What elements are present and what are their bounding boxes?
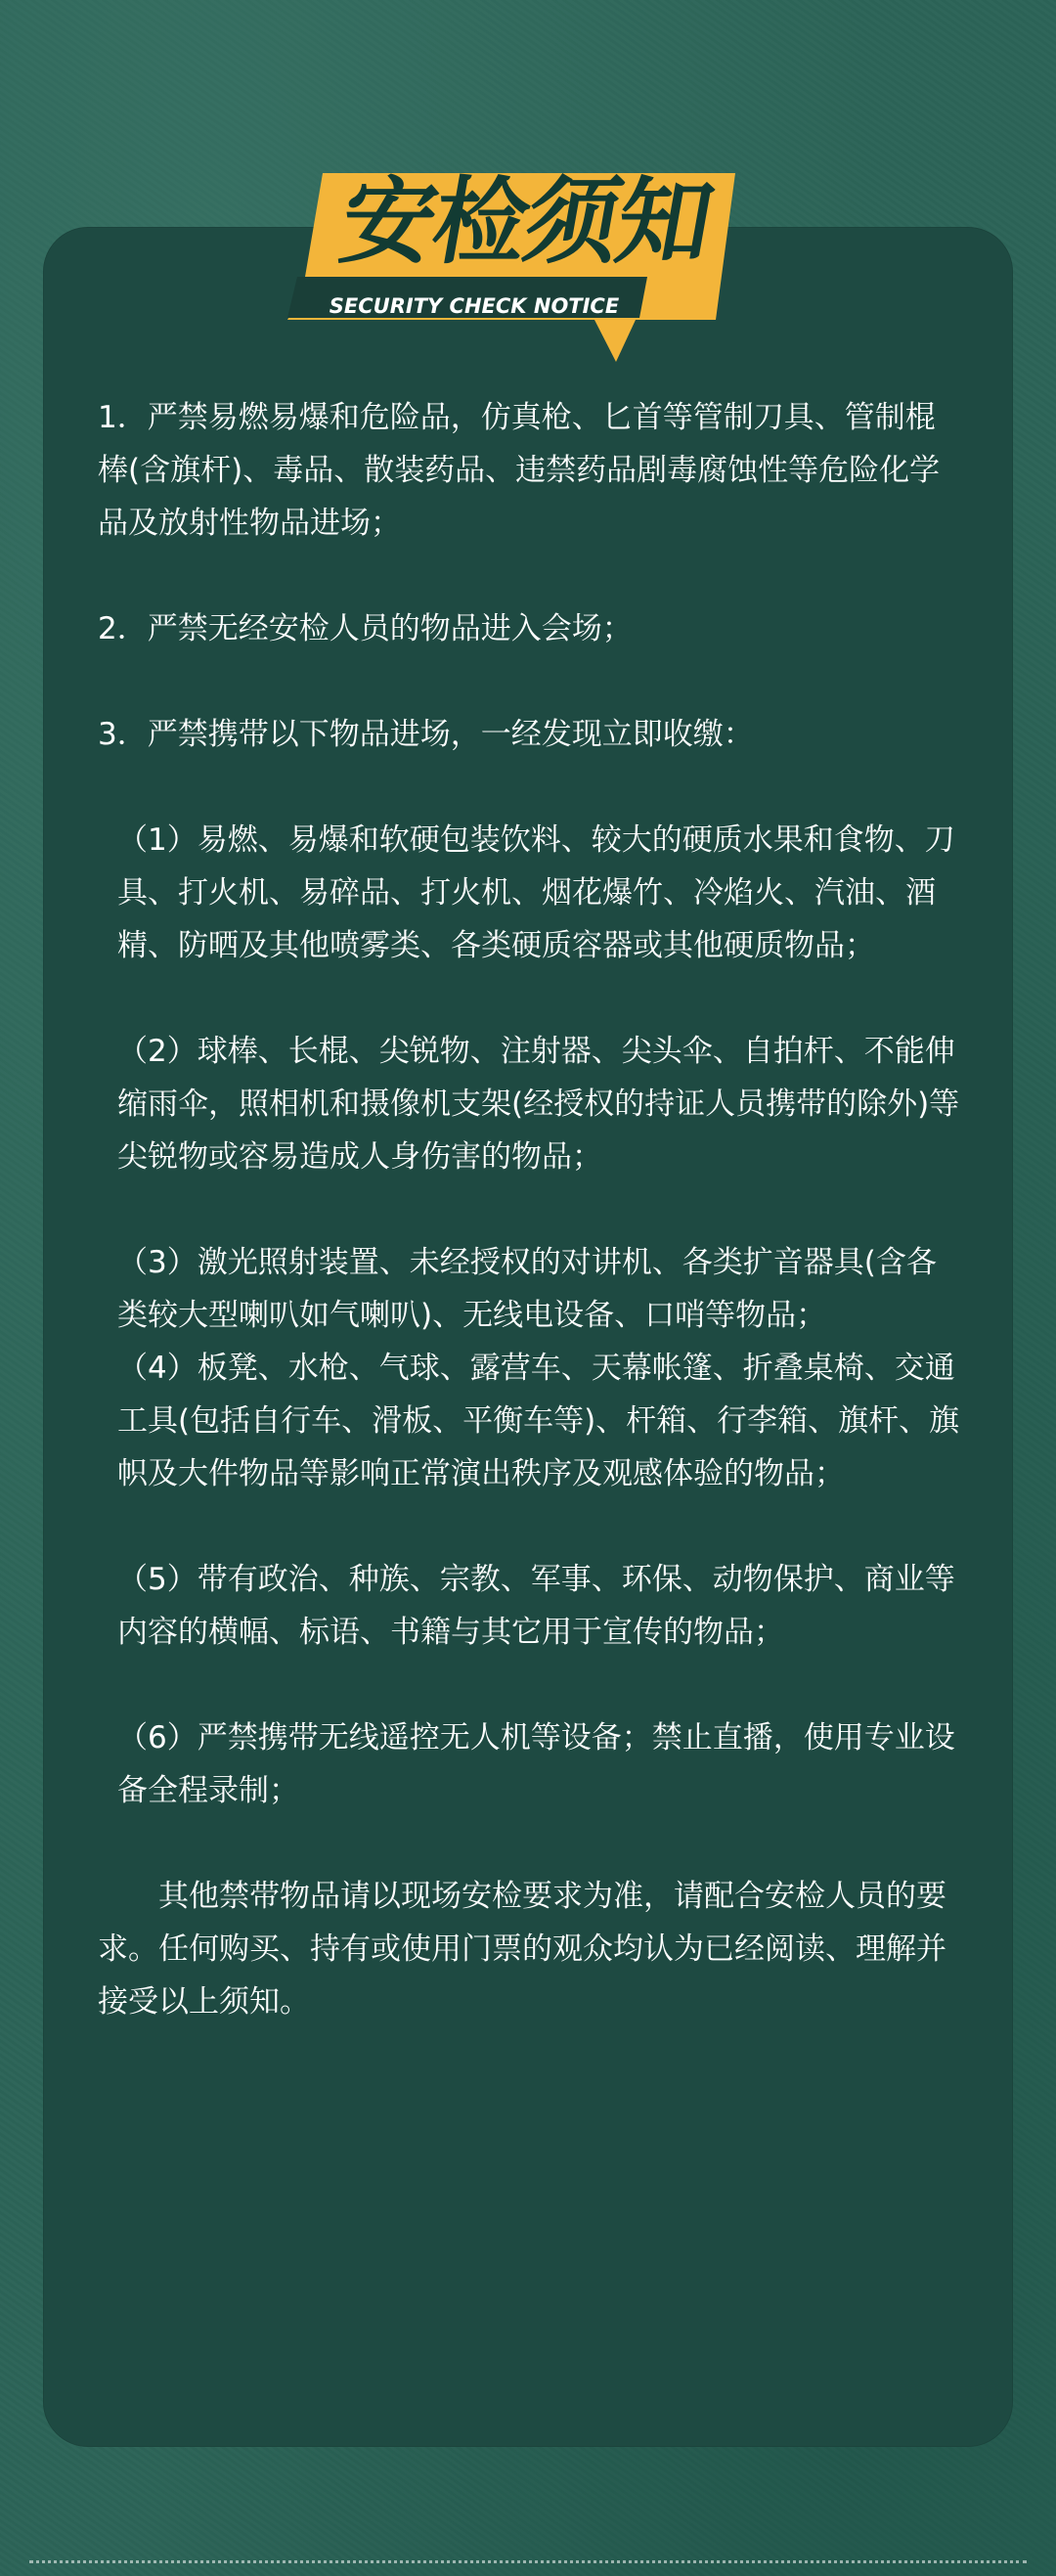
- sub-item-1: （1）易燃、易爆和软硬包装饮料、较大的硬质水果和食物、刀具、打火机、易碎品、打火机、烟花爆竹、冷焰火、汽油、酒精、防晒及其他喷雾类、各类硬质容器或其他硬质物品；: [117, 822, 955, 963]
- notice-content: [98, 391, 963, 2028]
- page-title: 安检须知: [332, 167, 720, 277]
- sub-item-6: （6）严禁携带无线遥控无人机等设备；禁止直播，使用专业设备全程录制；: [117, 1720, 955, 1808]
- sub-item-3: （3）激光照射装置、未经授权的对讲机、各类扩音器具(含各类较大型喇叭如气喇叭)、无线电设备、口哨等物品；: [117, 1245, 937, 1333]
- bottom-divider: [29, 2560, 1027, 2563]
- sub-item-2: （2）球棒、长棍、尖锐物、注射器、尖头伞、自拍杆、不能伸缩雨伞，照相机和摄像机支架(经授权的持证人员携带的除外)等尖锐物或容易造成人身伤害的物品；: [117, 1034, 960, 1175]
- rule-item-2: 2．严禁无经安检人员的物品进入会场；: [98, 611, 633, 646]
- page-subtitle: SECURITY CHECK NOTICE: [329, 294, 620, 318]
- rule-item-1: 1．严禁易燃易爆和危险品，仿真枪、匕首等管制刀具、管制棍棒(含旗杆)、毒品、散装药品、违禁药品剧毒腐蚀性等危险化学品及放射性物品进场；: [98, 400, 941, 541]
- sub-item-4: （4）板凳、水枪、气球、露营车、天幕帐篷、折叠桌椅、交通工具(包括自行车、滑板、平衡车等)、杆箱、行李箱、旗杆、旗帜及大件物品等影响正常演出秩序及观感体验的物品；: [117, 1351, 960, 1491]
- sub-item-5: （5）带有政治、种族、宗教、军事、环保、动物保护、商业等内容的横幅、标语、书籍与其它用于宣传的物品；: [117, 1562, 955, 1650]
- header-badge: [284, 161, 743, 367]
- closing-note: 其他禁带物品请以现场安检要求为准，请配合安检人员的要求。任何购买、持有或使用门票的观众均认为已经阅读、理解并接受以上须知。: [98, 1879, 946, 2020]
- rule-item-3: 3．严禁携带以下物品进场，一经发现立即收缴：: [98, 717, 754, 752]
